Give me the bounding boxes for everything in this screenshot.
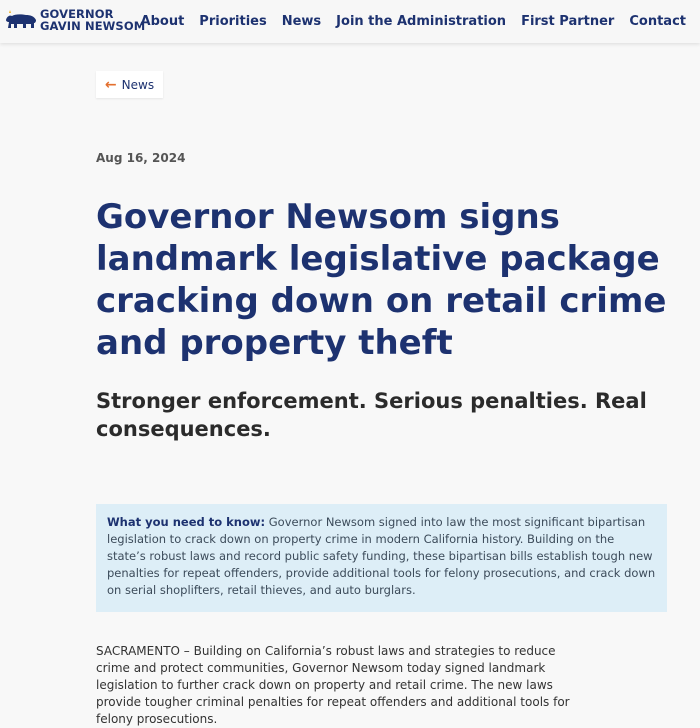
bear-icon (5, 9, 37, 31)
logo-line-1: GOVERNOR (40, 7, 114, 21)
nav-news[interactable]: News (281, 14, 322, 29)
key-takeaway-callout (96, 504, 667, 612)
callout-text: Governor Newsom signed into law the most significant bipartisan legislation to crack down on property crime in modern California history. Building on the state’s robust laws and record public safety funding, these bipartisan bills establish tough new penalties for repeat offenders, provide additional tools for felony prosecutions, and crack down on serial shoplifters, retail thieves, and auto burglars. (107, 515, 656, 597)
nav-priorities[interactable]: Priorities (199, 14, 267, 29)
arrow-left-icon: ← (104, 76, 117, 93)
article-subtitle: Stronger enforcement. Serious penalties. Real consequences. (96, 389, 647, 441)
article-date: Aug 16, 2024 (96, 151, 186, 165)
back-link-label: News (121, 77, 155, 92)
main-nav (126, 0, 686, 43)
nav-join-administration[interactable]: Join the Administration (336, 14, 507, 29)
site-logo[interactable] (5, 8, 145, 32)
nav-contact[interactable]: Contact (629, 14, 686, 29)
callout-label: What you need to know: (107, 515, 266, 529)
article-body-paragraph: SACRAMENTO – Building on California’s robust laws and strategies to reduce crime and protect communities, Governor Newsom today signed landmark legislation to further crack down on property and retail crime. The new laws provide tougher criminal penalties for repeat offenders and additional tools for felony prosecutions. (96, 644, 570, 726)
logo-line-2: GAVIN NEWSOM (40, 19, 146, 33)
nav-about[interactable]: About (140, 14, 185, 29)
nav-first-partner[interactable]: First Partner (521, 14, 615, 29)
article-title: Governor Newsom signs landmark legislative package cracking down on retail crime and property theft (96, 197, 667, 363)
site-header (0, 0, 700, 43)
back-to-news-button[interactable] (96, 71, 163, 98)
